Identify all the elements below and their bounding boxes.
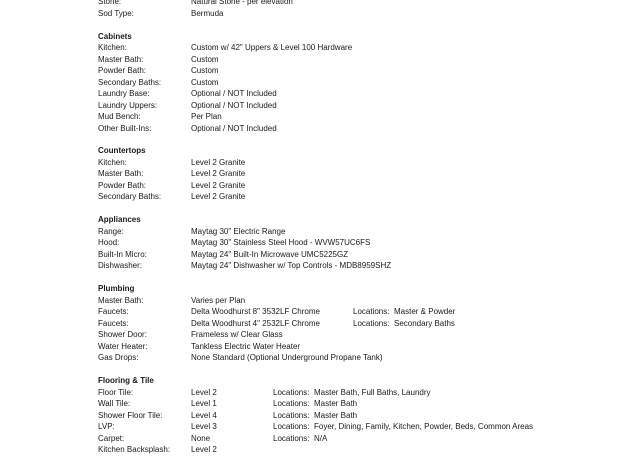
spec-label: Floor Tile:	[98, 388, 134, 397]
location-label: Locations:	[273, 411, 310, 420]
section-heading-flooring	[0, 375, 640, 386]
spec-value: Level 1	[191, 399, 217, 408]
location-label: Locations:	[273, 434, 310, 443]
spec-value: Delta Woodhurst 4" 2532LF Chrome	[191, 319, 320, 328]
spec-label: Shower Floor Tile:	[98, 411, 163, 420]
spec-row	[0, 352, 640, 363]
spec-row	[0, 42, 640, 53]
spec-label: Dishwasher:	[98, 261, 143, 270]
spec-value: Optional / NOT Included	[191, 124, 277, 133]
location-value: Secondary Baths	[394, 319, 455, 328]
spec-row	[0, 8, 640, 19]
location-label: Locations:	[353, 307, 390, 316]
section-heading-plumbing	[0, 283, 640, 294]
spec-row	[0, 0, 640, 7]
spec-value: Level 2	[191, 445, 217, 454]
location-label: Locations:	[273, 422, 310, 431]
spec-row	[0, 306, 640, 317]
spec-value: Level 2	[191, 388, 217, 397]
spec-label: Kitchen:	[98, 158, 127, 167]
spec-row	[0, 421, 640, 432]
spec-row	[0, 191, 640, 202]
spec-row	[0, 54, 640, 65]
spec-label: Gas Drops:	[98, 353, 139, 362]
section-heading-appliances	[0, 214, 640, 225]
location-value: Master Bath, Full Baths, Laundry	[314, 388, 431, 397]
spec-label: Shower Door:	[98, 330, 147, 339]
spec-label: Faucets:	[98, 319, 129, 328]
spec-label: Powder Bath:	[98, 181, 147, 190]
section-title: Plumbing	[98, 284, 135, 293]
spec-row	[0, 387, 640, 398]
location-value: Master & Powder	[394, 307, 456, 316]
spec-row	[0, 341, 640, 352]
spec-row	[0, 295, 640, 306]
spec-value: Per Plan	[191, 112, 222, 121]
spec-row	[0, 433, 640, 444]
spec-value: Optional / NOT Included	[191, 89, 277, 98]
spec-row	[0, 444, 640, 455]
spec-row	[0, 100, 640, 111]
spec-label: Kitchen Backsplash:	[98, 445, 171, 454]
location-label: Locations:	[273, 399, 310, 408]
spec-value: Level 2 Granite	[191, 169, 246, 178]
section-heading-countertops	[0, 145, 640, 156]
spec-label: Laundry Uppers:	[98, 101, 158, 110]
spec-value: Delta Woodhurst 8" 3532LF Chrome	[191, 307, 320, 316]
spec-label: Water Heater:	[98, 342, 148, 351]
spec-value: None	[191, 434, 211, 443]
spec-row	[0, 180, 640, 191]
spec-value: Custom	[191, 55, 219, 64]
location-label: Locations:	[273, 388, 310, 397]
location-value: Master Bath	[314, 411, 358, 420]
spec-label: Master Bath:	[98, 296, 144, 305]
spec-value: Optional / NOT Included	[191, 101, 277, 110]
spec-row	[0, 77, 640, 88]
spec-label: Mud Bench:	[98, 112, 141, 121]
spec-label: Stone:	[98, 0, 122, 6]
spec-value: Maytag 24" Dishwasher w/ Top Controls - MDB8959SHZ	[191, 261, 392, 270]
spec-row	[0, 329, 640, 340]
spec-label: Built-In Micro:	[98, 250, 147, 259]
section-heading-cabinets	[0, 31, 640, 42]
spec-value: Maytag 30" Electric Range	[191, 227, 286, 236]
spec-label: Powder Bath:	[98, 66, 147, 75]
spec-row	[0, 65, 640, 76]
section-title: Cabinets	[98, 32, 132, 41]
spec-row	[0, 237, 640, 248]
section-title: Appliances	[98, 215, 141, 224]
spec-value: Custom	[191, 78, 219, 87]
spec-label: Other Built-Ins:	[98, 124, 152, 133]
spec-value: Varies per Plan	[191, 296, 246, 305]
spec-row	[0, 168, 640, 179]
spec-label: Secondary Baths:	[98, 192, 162, 201]
spec-row	[0, 318, 640, 329]
spec-value: Level 4	[191, 411, 217, 420]
spec-row	[0, 398, 640, 409]
spec-value: None Standard (Optional Underground Propane Tank)	[191, 353, 383, 362]
spec-label: LVP:	[98, 422, 115, 431]
spec-value: Level 2 Granite	[191, 158, 246, 167]
location-value: Foyer, Dining, Family, Kitchen, Powder, Beds, Common Areas	[314, 422, 534, 431]
spec-row	[0, 260, 640, 271]
spec-label: Hood:	[98, 238, 120, 247]
spec-label: Master Bath:	[98, 169, 144, 178]
spec-row	[0, 226, 640, 237]
spec-row	[0, 157, 640, 168]
location-value: Master Bath	[314, 399, 358, 408]
spec-label: Range:	[98, 227, 124, 236]
spec-value: Bermuda	[191, 9, 224, 18]
section-title: Countertops	[98, 146, 146, 155]
spec-label: Secondary Baths:	[98, 78, 162, 87]
spec-value: Custom	[191, 66, 219, 75]
spec-label: Laundry Base:	[98, 89, 150, 98]
location-label: Locations:	[353, 319, 390, 328]
spec-value: Level 3	[191, 422, 217, 431]
spec-value: Tankless Electric Water Heater	[191, 342, 301, 351]
spec-label: Carpet:	[98, 434, 125, 443]
spec-row	[0, 111, 640, 122]
section-title: Flooring & Tile	[98, 376, 154, 385]
spec-value: Maytag 30" Stainless Steel Hood - WVW57UC6FS	[191, 238, 371, 247]
location-value: N/A	[314, 434, 328, 443]
spec-label: Wall Tile:	[98, 399, 131, 408]
spec-label: Master Bath:	[98, 55, 144, 64]
spec-value: Frameless w/ Clear Glass	[191, 330, 283, 339]
spec-label: Sod Type:	[98, 9, 134, 18]
spec-row	[0, 249, 640, 260]
spec-label: Faucets:	[98, 307, 129, 316]
spec-value: Level 2 Granite	[191, 181, 246, 190]
spec-row	[0, 123, 640, 134]
spec-value: Level 2 Granite	[191, 192, 246, 201]
spec-value: Natural Stone - per elevation	[191, 0, 293, 6]
spec-value: Custom w/ 42" Uppers & Level 100 Hardware	[191, 43, 353, 52]
spec-row	[0, 410, 640, 421]
spec-value: Maytag 24" Built-In Microwave UMC5225GZ	[191, 250, 349, 259]
spec-label: Kitchen:	[98, 43, 127, 52]
spec-row	[0, 88, 640, 99]
